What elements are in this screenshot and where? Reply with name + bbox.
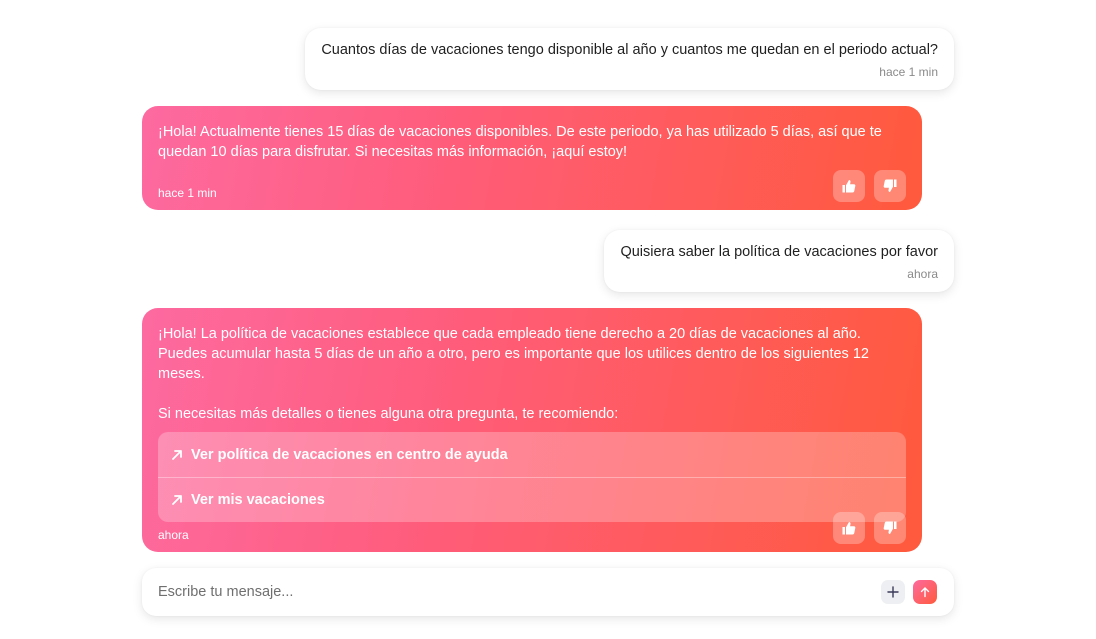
message-timestamp: hace 1 min — [158, 186, 217, 200]
send-button[interactable] — [913, 580, 937, 604]
user-message-text: Cuantos días de vacaciones tengo disponible al año y cuantos me quedan en el periodo actual? — [321, 42, 938, 58]
feedback-buttons — [833, 512, 906, 544]
user-message — [604, 230, 954, 292]
thumbs-down-icon — [882, 520, 898, 536]
thumbs-up-button[interactable] — [833, 170, 865, 202]
assistant-message-text: ¡Hola! Actualmente tienes 15 días de vacaciones disponibles. De este periodo, ya has utilizado 5 días, así que te quedan 10 días para disfrutar. Si necesitas más información, ¡aquí estoy! — [158, 124, 882, 160]
arrow-up-right-icon — [170, 493, 184, 507]
assistant-message — [142, 106, 922, 210]
user-message — [305, 28, 954, 90]
user-message-text: Quisiera saber la política de vacaciones por favor — [620, 244, 938, 260]
thumbs-down-button[interactable] — [874, 512, 906, 544]
thumbs-up-icon — [841, 178, 857, 194]
add-attachment-button[interactable] — [881, 580, 905, 604]
link-label: Ver mis vacaciones — [191, 492, 325, 508]
message-input[interactable] — [158, 580, 858, 604]
link-label: Ver política de vacaciones en centro de ayuda — [191, 446, 508, 463]
help-center-policy-link[interactable] — [158, 432, 906, 477]
plus-icon — [887, 586, 899, 598]
arrow-up-icon — [919, 586, 931, 598]
assistant-message-text: ¡Hola! La política de vacaciones establece que cada empleado tiene derecho a 20 días de vacaciones al año. Puedes acumular hasta 5 días de un año a otro, pero es importante que los utilices dentro de los siguientes 12 meses. — [158, 326, 869, 382]
thumbs-up-icon — [841, 520, 857, 536]
assistant-message — [142, 308, 922, 552]
suggested-links — [158, 432, 906, 522]
assistant-message-text: Si necesitas más detalles o tienes alguna otra pregunta, te recomiendo: — [158, 406, 619, 422]
message-composer — [142, 568, 954, 616]
arrow-up-right-icon — [170, 448, 184, 462]
thumbs-down-icon — [882, 178, 898, 194]
message-timestamp: hace 1 min — [879, 65, 938, 79]
message-timestamp: ahora — [907, 267, 938, 281]
message-timestamp: ahora — [158, 528, 189, 542]
thumbs-down-button[interactable] — [874, 170, 906, 202]
thumbs-up-button[interactable] — [833, 512, 865, 544]
my-vacations-link[interactable] — [158, 477, 906, 522]
feedback-buttons — [833, 170, 906, 202]
